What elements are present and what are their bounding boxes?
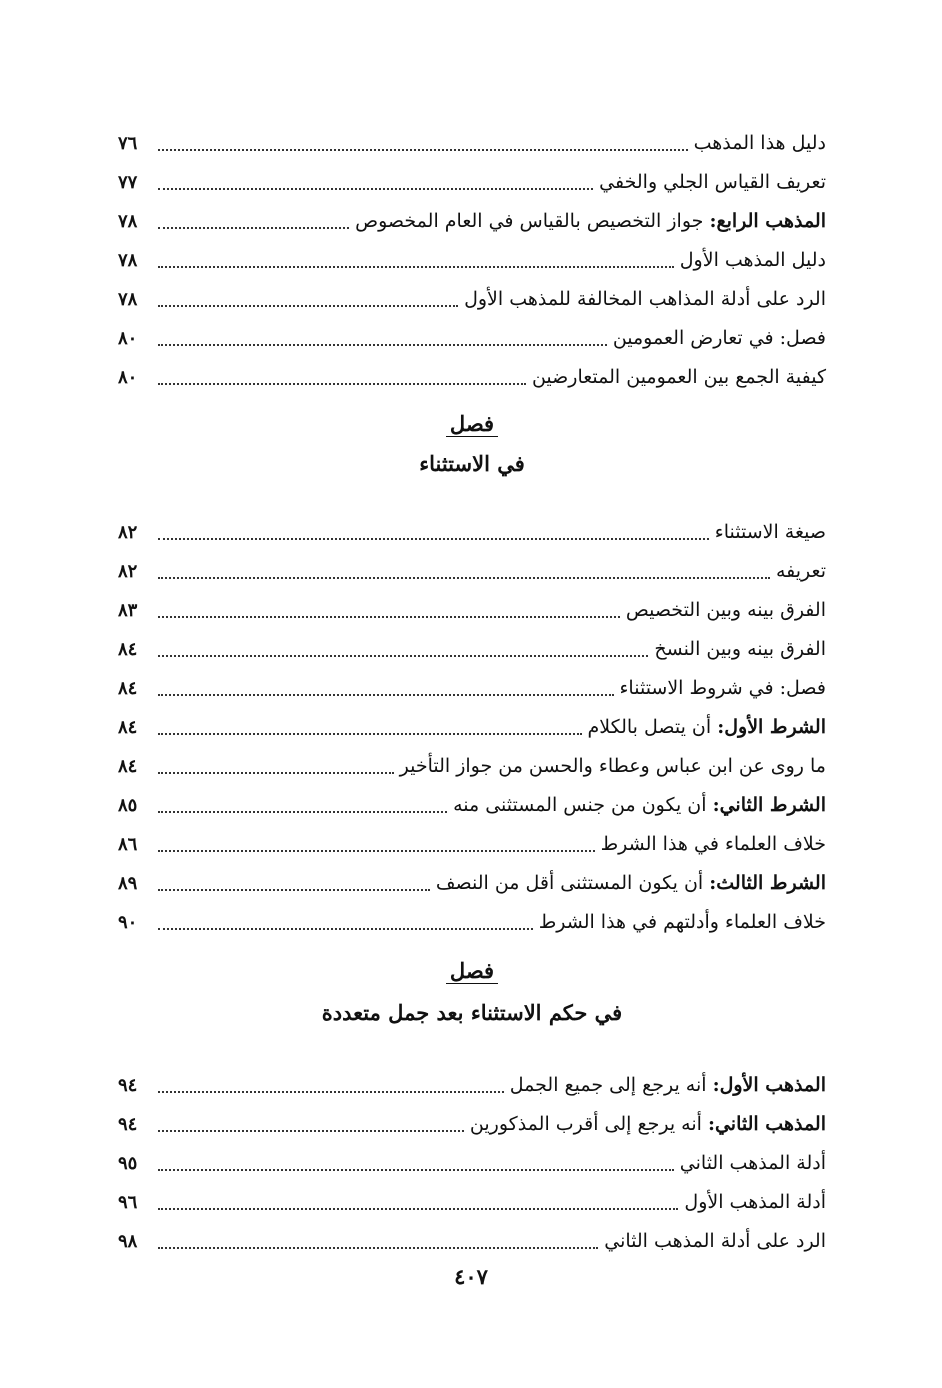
toc-entry-page-number: ٨٣ — [118, 600, 138, 621]
toc-entry-title — [715, 513, 826, 552]
toc-entry-page-number: ٩٤ — [118, 1075, 138, 1096]
toc-entry-text: خلاف العلماء في هذا الشرط — [600, 833, 826, 855]
toc-entry-title — [355, 202, 826, 241]
dot-leader — [158, 616, 620, 618]
dot-leader — [158, 227, 349, 229]
toc-entry-title — [620, 669, 827, 708]
toc-entry-page-number: ٧٦ — [118, 133, 138, 154]
toc-entry-text: الفرق بينه وبين التخصيص — [625, 599, 826, 621]
toc-entry-page-number: ٨٤ — [118, 639, 138, 660]
toc-entry-text: أنه يرجع إلى أقرب المذكورين — [469, 1113, 708, 1135]
toc-entry-page-number: ٨٩ — [118, 873, 138, 894]
toc-entry — [118, 825, 826, 864]
toc-entry — [118, 708, 826, 747]
toc-entry — [118, 552, 826, 591]
toc-entry-bold-prefix: الشرط الثالث: — [709, 872, 826, 894]
toc-entry — [118, 202, 826, 241]
dot-leader — [158, 733, 582, 735]
page-number: ٤٠٧ — [454, 1264, 488, 1289]
toc-entry-text: الرد على أدلة المذهب الثاني — [604, 1230, 826, 1252]
dot-leader — [158, 266, 674, 268]
toc-entry-title — [601, 825, 826, 864]
toc-entry-page-number: ٨٦ — [118, 834, 138, 855]
toc-entry-title — [400, 747, 826, 786]
toc-entry-page-number: ٨٠ — [118, 328, 138, 349]
toc-entry-page-number: ٨٢ — [118, 522, 138, 543]
toc-entry-text: أدلة المذهب الأول — [684, 1191, 826, 1213]
dot-leader — [158, 383, 526, 385]
toc-entry-text: ما روى عن ابن عباس وعطاء والحسن من جواز التأخير — [399, 755, 826, 777]
section-title: في حكم الاستثناء بعد جمل متعددة — [321, 1000, 623, 1025]
dot-leader — [158, 928, 533, 930]
toc-entry — [118, 1183, 826, 1222]
toc-entry — [118, 319, 826, 358]
dot-leader — [158, 811, 447, 813]
toc-entry-text: دليل هذا المذهب — [693, 132, 826, 154]
toc-entry — [118, 630, 826, 669]
toc-entry-title — [510, 1066, 826, 1105]
toc-entry — [118, 747, 826, 786]
toc-entry-title — [776, 552, 826, 591]
toc-entry — [118, 903, 826, 942]
toc-entry — [118, 1144, 826, 1183]
toc-entry-title — [694, 124, 826, 163]
dot-leader — [158, 1208, 678, 1210]
toc-entry-title — [680, 1144, 826, 1183]
toc-entry-title — [684, 1183, 826, 1222]
toc-entry-title — [599, 163, 826, 202]
toc-entry — [118, 513, 826, 552]
toc-entry-title — [539, 903, 826, 942]
toc-entry-page-number: ٨٤ — [118, 678, 138, 699]
toc-block-1 — [118, 124, 826, 397]
toc-entry-text: كيفية الجمع بين العمومين المتعارضين — [531, 366, 826, 388]
toc-entry-title — [654, 630, 826, 669]
toc-entry-bold-prefix: الشرط الثاني: — [712, 794, 826, 816]
toc-entry — [118, 669, 826, 708]
toc-entry-text: أدلة المذهب الثاني — [679, 1152, 826, 1174]
section-heading-exception — [118, 409, 826, 495]
toc-entry-text: فصل: في شروط الاستثناء — [619, 677, 826, 699]
dot-leader — [158, 772, 394, 774]
toc-entry-title — [464, 280, 826, 319]
dot-leader — [158, 577, 770, 579]
toc-entry-bold-prefix: المذهب الثاني: — [707, 1113, 826, 1135]
dot-leader — [158, 538, 709, 540]
toc-entry-page-number: ٨٢ — [118, 561, 138, 582]
toc-entry-title — [613, 319, 826, 358]
toc-block-3 — [118, 1066, 826, 1261]
toc-entry-page-number: ٨٠ — [118, 367, 138, 388]
toc-entry-title — [680, 241, 826, 280]
toc-entry-bold-prefix: المذهب الأول: — [712, 1074, 826, 1096]
toc-entry-title — [470, 1105, 826, 1144]
dot-leader — [158, 305, 458, 307]
toc-entry-bold-prefix: الشرط الأول: — [717, 716, 826, 738]
toc-entry-title — [588, 708, 827, 747]
toc-entry-text: صيغة الاستثناء — [714, 521, 826, 543]
toc-entry-text: خلاف العلماء وأدلتهم في هذا الشرط — [538, 911, 826, 933]
toc-entry-page-number: ٨٥ — [118, 795, 138, 816]
toc-entry-page-number: ٩٠ — [118, 912, 138, 933]
toc-entry-title — [436, 864, 826, 903]
toc-entry — [118, 1105, 826, 1144]
toc-entry-title — [604, 1222, 826, 1261]
toc-entry — [118, 358, 826, 397]
dot-leader — [158, 889, 430, 891]
table-of-contents-page — [118, 124, 826, 1261]
toc-entry-page-number: ٧٨ — [118, 250, 138, 271]
toc-entry-page-number: ٧٨ — [118, 211, 138, 232]
dot-leader — [158, 344, 607, 346]
toc-entry — [118, 591, 826, 630]
toc-entry — [118, 124, 826, 163]
toc-entry-page-number: ٧٨ — [118, 289, 138, 310]
section-label: فصل — [446, 959, 498, 984]
toc-entry-text: جواز التخصيص بالقياس في العام المخصوص — [355, 210, 710, 232]
toc-block-2 — [118, 513, 826, 942]
toc-entry-text: الفرق بينه وبين النسخ — [654, 638, 826, 660]
toc-entry-page-number: ٧٧ — [118, 172, 138, 193]
toc-entry-text: أن يتصل بالكلام — [587, 716, 718, 738]
dot-leader — [158, 655, 648, 657]
toc-entry-text: أن يكون المستثنى أقل من النصف — [435, 872, 710, 894]
dot-leader — [158, 1130, 464, 1132]
toc-entry-page-number: ٩٨ — [118, 1231, 138, 1252]
section-heading-exception-after-clauses — [118, 956, 826, 1044]
toc-entry — [118, 1222, 826, 1261]
toc-entry-title — [626, 591, 826, 630]
dot-leader — [158, 694, 614, 696]
toc-entry-page-number: ٩٤ — [118, 1114, 138, 1135]
toc-entry-title — [453, 786, 826, 825]
toc-entry-page-number: ٨٤ — [118, 756, 138, 777]
toc-entry — [118, 241, 826, 280]
toc-entry-page-number: ٩٥ — [118, 1153, 138, 1174]
toc-entry-text: تعريف القياس الجلي والخفي — [599, 171, 826, 193]
dot-leader — [158, 188, 593, 190]
toc-entry-page-number: ٩٦ — [118, 1192, 138, 1213]
toc-entry — [118, 1066, 826, 1105]
section-label: فصل — [446, 412, 498, 437]
toc-entry-bold-prefix: المذهب الرابع: — [709, 210, 826, 232]
toc-entry-text: دليل المذهب الأول — [679, 249, 826, 271]
toc-entry-text: أنه يرجع إلى جميع الجمل — [509, 1074, 713, 1096]
toc-entry-text: تعريفه — [775, 560, 826, 582]
dot-leader — [158, 1091, 504, 1093]
toc-entry-text: الرد على أدلة المذاهب المخالفة للمذهب الأول — [464, 288, 826, 310]
dot-leader — [158, 850, 595, 852]
toc-entry — [118, 280, 826, 319]
toc-entry-text: فصل: في تعارض العمومين — [612, 327, 826, 349]
toc-entry — [118, 864, 826, 903]
toc-entry — [118, 163, 826, 202]
section-title: في الاستثناء — [419, 451, 525, 476]
dot-leader — [158, 1247, 598, 1249]
dot-leader — [158, 149, 688, 151]
toc-entry-text: أن يكون من جنس المستثنى منه — [453, 794, 713, 816]
toc-entry-title — [532, 358, 826, 397]
dot-leader — [158, 1169, 674, 1171]
toc-entry-page-number: ٨٤ — [118, 717, 138, 738]
toc-entry — [118, 786, 826, 825]
